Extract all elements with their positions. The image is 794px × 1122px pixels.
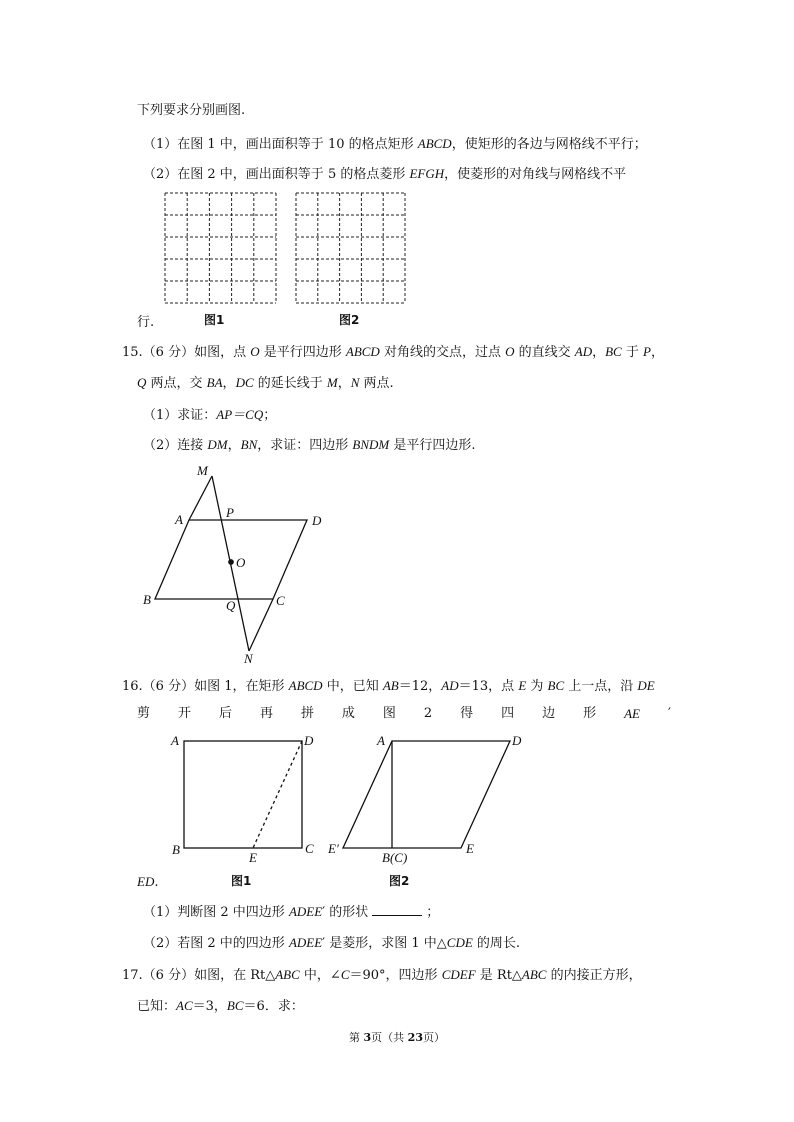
q14-grid-fig1 — [165, 193, 276, 303]
label-b: B — [143, 592, 151, 607]
fig2-label-e-prime: E′ — [328, 841, 339, 856]
rectangle-abcd — [184, 741, 302, 848]
q14-grid-fig2 — [296, 193, 405, 303]
q15-part1: （1）求证：AP＝CQ； — [143, 407, 277, 423]
point-o — [229, 560, 233, 564]
q14-intro: 下列要求分别画图. — [137, 103, 246, 118]
q16-figure1-labels — [170, 733, 314, 865]
label-m: M — [197, 463, 208, 478]
fig1-label-a: A — [171, 733, 179, 748]
q16-line1: 16.（6 分）如图 1，在矩形 ABCD 中，已知 AB＝12，AD＝13，点 E 为 BC 上一点，沿 DE — [122, 678, 655, 694]
q15-part2: （2）连接 DM，BN，求证：四边形 BNDM 是平行四边形. — [143, 437, 476, 453]
dc-extension — [249, 599, 273, 651]
q15-figure — [155, 476, 307, 651]
q16-part2: （2）若图 2 中的四边形 ADEE′ 是菱形，求图 1 中△CDE 的周长. — [143, 935, 521, 951]
q14-part1: （1）在图 1 中，画出面积等于 10 的格点矩形 ABCD，使矩形的各边与网格线不平行； — [143, 136, 647, 152]
q14-fig1-caption: 图1 — [204, 313, 225, 327]
q16-fig2-caption: 图2 — [389, 874, 410, 888]
q15-line1: 15.（6 分）如图，点 O 是平行四边形 ABCD 对角线的交点，过点 O 的直线交 AD，BC 于 P， — [122, 344, 664, 360]
parallelogram-adee — [343, 741, 510, 848]
fig1-label-c: C — [305, 841, 314, 856]
fig2-label-bc: B(C) — [382, 850, 408, 865]
label-n: N — [244, 651, 253, 666]
label-d: D — [312, 513, 322, 528]
fig1-label-d: D — [304, 733, 314, 748]
q15-line2: Q 两点，交 BA，DC 的延长线于 M，N 两点. — [137, 375, 394, 391]
fig1-label-e: E — [249, 850, 257, 865]
label-q: Q — [226, 598, 236, 613]
q16-figure2-labels — [327, 733, 522, 865]
q17-line2: 已知：AC＝3，BC＝6．求： — [137, 998, 304, 1014]
q16-figure2 — [343, 741, 510, 848]
fig2-label-d: D — [512, 733, 522, 748]
fig2-label-e: E — [466, 841, 474, 856]
q16-part1: （1）判断图 2 中四边形 ADEE′ 的形状 ； — [143, 904, 440, 920]
label-o: O — [236, 555, 246, 570]
cut-line-de — [253, 741, 302, 848]
q14-line-end: 行. — [137, 315, 155, 330]
label-c: C — [276, 593, 285, 608]
fig1-label-b: B — [172, 842, 180, 857]
q14-fig2-caption: 图2 — [339, 313, 360, 327]
label-a: A — [175, 512, 183, 527]
q17-line1: 17.（6 分）如图，在 Rt△ABC 中，∠C＝90°，四边形 CDEF 是 Rt△ABC 的内接正方形， — [122, 967, 642, 983]
q16-line2-spread: 剪 开 后 再 拼 成 图 2 得 四 边 形 AE ′ — [137, 706, 671, 721]
q16-figure1 — [184, 741, 302, 848]
label-p: P — [226, 505, 234, 520]
page-footer: 第 3页（共 23页） — [349, 1031, 445, 1044]
q16-line3: ED. — [137, 874, 159, 890]
q14-part2: （2）在图 2 中，画出面积等于 5 的格点菱形 EFGH，使菱形的对角线与网格线不平 — [143, 166, 627, 182]
q16-fig1-caption: 图1 — [231, 874, 252, 888]
fig2-label-a: A — [377, 733, 385, 748]
ba-extension — [189, 476, 212, 520]
